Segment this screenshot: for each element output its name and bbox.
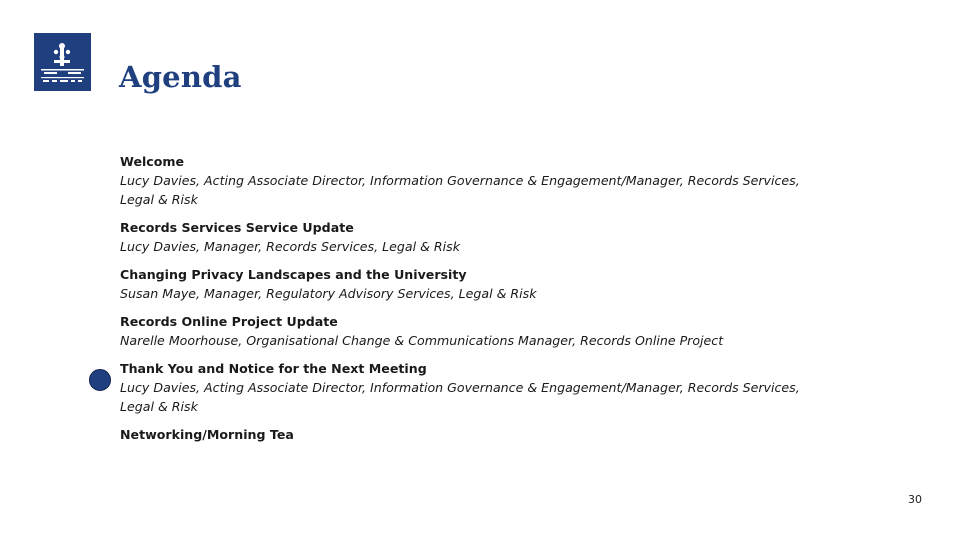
agenda-item-speaker: Lucy Davies, Manager, Records Services, Legal & Risk: [120, 239, 460, 254]
agenda-item-speaker: Narelle Moorhouse, Organisational Change & Communications Manager, Records Online Project: [120, 333, 724, 348]
agenda-item: [120, 152, 820, 209]
agenda-item-title: Networking/Morning Tea: [120, 427, 294, 442]
circle-marker-icon: [89, 369, 111, 391]
agenda-item-title: Changing Privacy Landscapes and the University: [120, 267, 467, 282]
agenda-item-speaker: Lucy Davies, Acting Associate Director, Information Governance & Engagement/Manager, Records Services, Legal & Risk: [120, 173, 800, 207]
agenda-item-title: Records Services Service Update: [120, 220, 354, 235]
university-crest-icon: [34, 33, 91, 91]
agenda-item: [120, 312, 820, 350]
agenda-item: [120, 425, 820, 444]
agenda-item-speaker: Lucy Davies, Acting Associate Director, Information Governance & Engagement/Manager, Records Services, Legal & Risk: [120, 380, 800, 414]
agenda-item-title: Thank You and Notice for the Next Meeting: [120, 361, 427, 376]
agenda-item: [120, 218, 820, 256]
page-number: 30: [908, 493, 922, 506]
crest-graphic: [34, 33, 91, 91]
agenda-item: [120, 265, 820, 303]
agenda-item-title: Records Online Project Update: [120, 314, 338, 329]
agenda-list: [120, 152, 820, 453]
slide-title: Agenda: [119, 60, 242, 94]
agenda-item-title: Welcome: [120, 154, 185, 169]
agenda-item: [120, 359, 820, 416]
agenda-item-speaker: Susan Maye, Manager, Regulatory Advisory Services, Legal & Risk: [120, 286, 537, 301]
